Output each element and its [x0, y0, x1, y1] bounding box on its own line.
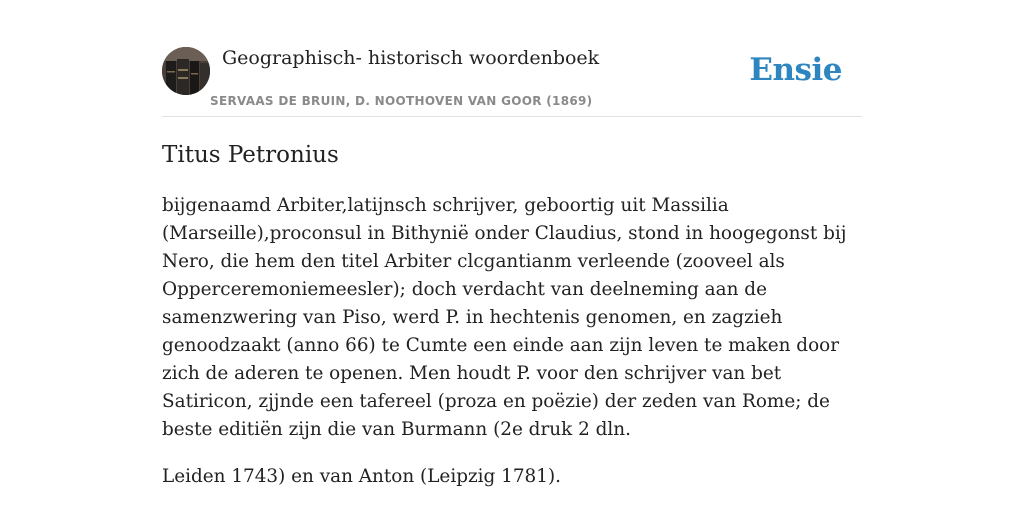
book-cover-icon[interactable]	[162, 47, 210, 95]
entry-paragraph: bijgenaamd Arbiter,latijnsch schrijver, geboortig uit Massilia (Marseille),proconsul in Bithynië onder Claudius, stond in hoogegonst bij Nero, die hem den titel Arbiter clcgantianm verleende (zooveel als Opperceremoniemeesler); doch verdacht van deelneming aan de samenzwering van Piso, werd P. in hechtenis genomen, en zagzieh genoodzaakt (anno 66) te Cumte een einde aan zijn leven te maken door zich de aderen te openen. Men houdt P. voor den schrijver van bet Satiricon, zjjnde een tafereel (proza en poëzie) der zeden van Rome; de beste editiën zijn die van Burmann (2e druk 2 dln.	[162, 195, 847, 440]
entry-paragraph: Leiden 1743) en van Anton (Leipzig 1781).	[162, 466, 561, 487]
entry-body	[162, 192, 866, 510]
book-title[interactable]: Geographisch- historisch woordenboek	[222, 47, 600, 69]
book-author: SERVAAS DE BRUIN, D. NOOTHOVEN VAN GOOR (1869)	[210, 94, 593, 108]
book-header	[162, 40, 862, 117]
entry-title: Titus Petronius	[162, 142, 339, 168]
brand-logo[interactable]: Ensie	[749, 52, 842, 88]
